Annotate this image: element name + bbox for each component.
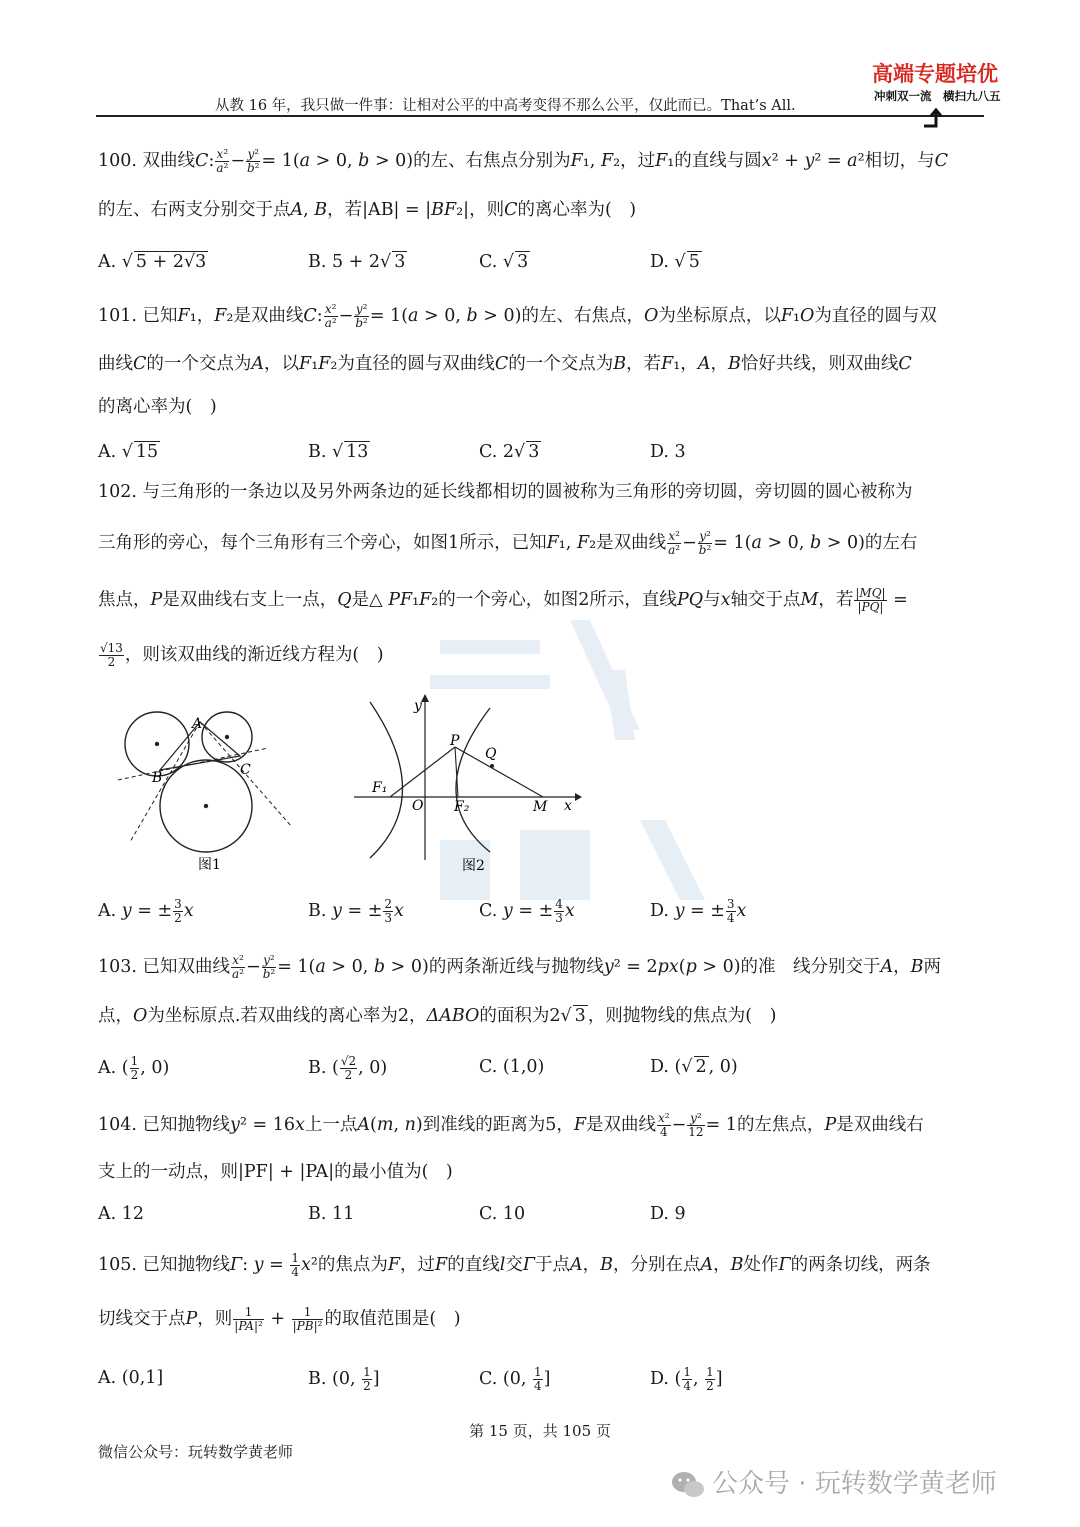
q100-option-a: A. √ 5 + 2√3 [98,252,207,272]
wechat-icon [670,1470,706,1500]
header-rule [96,115,984,117]
svg-text:O: O [412,798,424,814]
wechat-watermark: 公众号 · 玩转数学黄老师 [670,1463,997,1500]
svg-text:F₂: F₂ [454,799,470,815]
q101-option-c: C. 2√ 3 [479,442,540,462]
svg-text:C: C [240,762,251,778]
q101-option-d: D. 3 [650,442,686,462]
q104-line1: 104. 已知抛物线y² = 16x上一点A(m, n)到准线的距离为5，F是双曲线 $\frac{\text{x²}}{4}$ − $\frac{\text{y²}}{12}$ = 1的左焦点，P是双曲线右 [98,1111,924,1139]
figure-2-caption: 图2 [462,858,485,874]
q100-line2: 的左、右两支分别交于点A, B，若|AB| = |BF₂|，则C的离心率为( ) [98,200,637,220]
q102-line3: 焦点，P是双曲线右支上一点，Q是△ PF₁F₂的一个旁心，如图2所示，直线PQ与x轴交于点M，若 $\frac{|MQ|}{|PQ|}$ = [98,586,908,614]
q100-line1: 100. 双曲线C: $\frac{\text{x²}}{\text{a²}}$ − $\frac{\text{y²}}{\text{b²}}$ = 1(a > 0, b > 0)的左、右焦点分别为F₁, F₂，过F₁的直线与圆x² + y² = a²相切，与C [98,147,949,175]
q100-option-c: C. √ 3 [479,252,529,272]
logo-subtitle: 冲刺双一流 横扫九八五 [874,89,1001,103]
logo-arrow-icon [922,106,950,130]
svg-text:F₁: F₁ [372,780,388,796]
q103-option-b: B. ( $\frac{√2}{2}$ , 0) [308,1054,388,1082]
page-number: 第 15 页，共 105 页 [469,1422,611,1440]
logo-title: 高端专题培优 [872,62,998,86]
figure-1-caption: 图1 [198,857,221,873]
q102-option-b: B. y = ± $\frac{2}{3}$ x [308,897,404,925]
figure-2-hyperbola [350,690,590,880]
wechat-account: 微信公众号：玩转数学黄老师 [98,1443,294,1461]
q100-option-b: B. 5 + 2√ 3 [308,252,406,272]
q103-option-d: D. (√ 2 , 0) [650,1057,738,1077]
q105-option-b: B. (0, $\frac{1}{2}$ ] [308,1365,380,1393]
q105-option-c: C. (0, $\frac{1}{4}$ ] [479,1365,551,1393]
q104-option-b: B. 11 [308,1204,355,1224]
q100-option-d: D. √ 5 [650,252,700,272]
q101-line2: 曲线C的一个交点为A，以F₁F₂为直径的圆与双曲线C的一个交点为B，若F₁，A，B恰好共线，则双曲线C [98,354,912,374]
q103-line2: 点，O为坐标原点.若双曲线的离心率为2，ΔABO的面积为2√ 3 ，则抛物线的焦点为( ) [98,1006,777,1026]
q104-option-d: D. 9 [650,1204,686,1224]
figure-1-excircles [112,702,302,882]
q104-option-a: A. 12 [98,1204,145,1224]
q101-line3: 的离心率为( ) [98,397,217,417]
q105-line2: 切线交于点P，则 $\frac{1}{\text{|PA|²}}$ + $\frac{1}{\text{|PB|²}}$ 的取值范围是( ) [98,1305,461,1333]
q102-line2: 三角形的旁心，每个三角形有三个旁心，如图1所示，已知F₁, F₂是双曲线 $\frac{\text{x²}}{\text{a²}}$ − $\frac{\text{y²}}{\text{b²}}$ = 1(a > 0, b > 0)的左右 [98,529,918,557]
q102-option-a: A. y = ± $\frac{3}{2}$ x [98,897,194,925]
svg-text:M: M [533,799,548,815]
svg-text:y: y [414,698,422,714]
svg-text:P: P [450,733,460,749]
svg-text:B: B [152,770,163,786]
header-slogan: 从教 16 年，我只做一件事：让相对公平的中高考变得不那么公平，仅此而已。That’s All. [215,98,796,114]
q103-option-c: C. (1,0) [479,1057,545,1077]
q102-line4: $\frac{√13}{2}$ ，则该双曲线的渐近线方程为( ) [100,641,384,669]
svg-text:Q: Q [485,746,497,762]
q102-option-d: D. y = ± $\frac{3}{4}$ x [650,897,747,925]
q105-line1: 105. 已知抛物线Γ: y = $\frac{1}{4}$ x²的焦点为F，过F的直线l交Γ于点A，B，分别在点A，B处作Γ的两条切线，两条 [98,1251,931,1279]
q101-option-a: A. √ 15 [98,442,159,462]
q102-option-c: C. y = ± $\frac{4}{3}$ x [479,897,575,925]
q104-line2: 支上的一动点，则|PF| + |PA|的最小值为( ) [98,1162,453,1182]
q104-option-c: C. 10 [479,1204,526,1224]
svg-text:x: x [564,798,572,814]
q105-option-d: D. ( $\frac{1}{4}$ , $\frac{1}{2}$ ] [650,1365,723,1393]
q101-option-b: B. √ 13 [308,442,369,462]
q102-line1: 102. 与三角形的一条边以及另外两条边的延长线都相切的圆被称为三角形的旁切圆，旁切圆的圆心被称为 [98,482,913,502]
q103-option-a: A. ( $\frac{1}{2}$ , 0) [98,1054,170,1082]
q105-option-a: A. (0,1] [98,1368,164,1388]
svg-text:A: A [192,716,203,732]
q103-line1: 103. 已知双曲线 $\frac{\text{x²}}{\text{a²}}$ − $\frac{\text{y²}}{\text{b²}}$ = 1(a > 0, b > 0)的两条渐近线与抛物线y² = 2px(p > 0)的准 线分别交于A，B两 [98,953,942,981]
q101-line1: 101. 已知F₁，F₂是双曲线C: $\frac{\text{x²}}{\text{a²}}$ − $\frac{\text{y²}}{\text{b²}}$ = 1(a > 0, b > 0)的左、右焦点，O为坐标原点，以F₁O为直径的圆与双 [98,302,937,330]
